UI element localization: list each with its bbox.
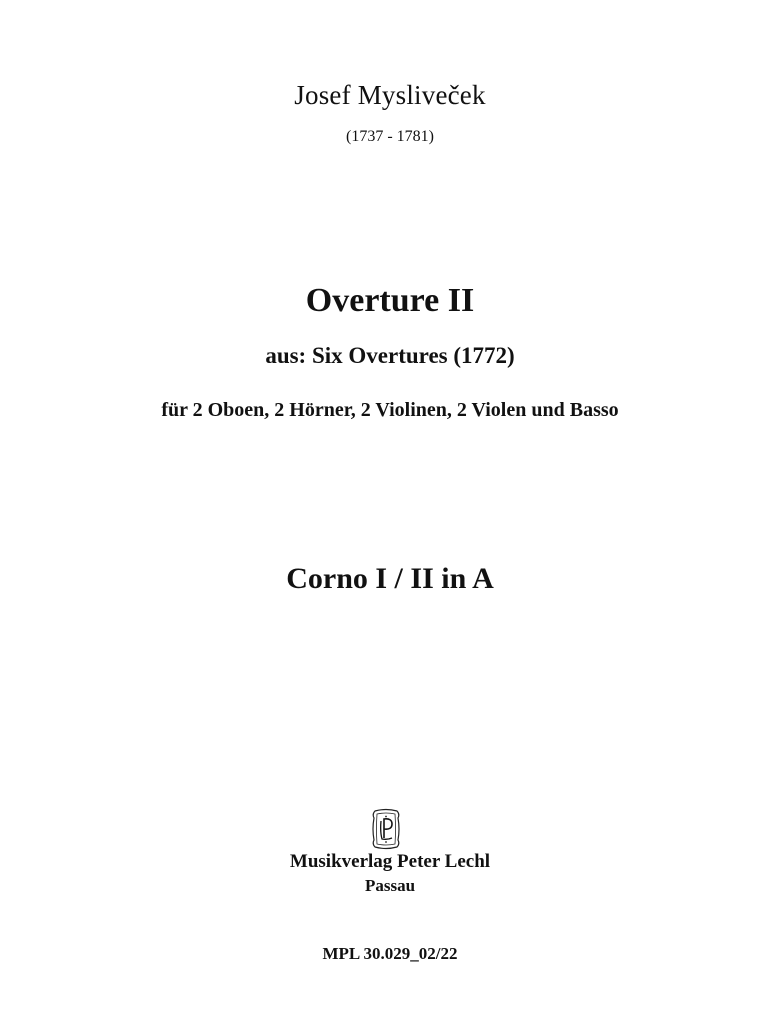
part-name: Corno I / II in A bbox=[286, 562, 494, 595]
composer-dates: (1737 - 1781) bbox=[346, 128, 434, 145]
work-subtitle: aus: Six Overtures (1772) bbox=[265, 343, 515, 368]
publisher-name: Musikverlag Peter Lechl bbox=[289, 851, 491, 872]
publisher-city: Passau bbox=[364, 876, 416, 895]
composer-name: Josef Mysliveček bbox=[294, 80, 486, 110]
publisher-monogram-icon bbox=[371, 808, 401, 850]
instrumentation: für 2 Oboen, 2 Hörner, 2 Violinen, 2 Violen und Basso bbox=[161, 399, 619, 421]
work-title: Overture II bbox=[305, 282, 475, 319]
catalog-number: MPL 30.029_02/22 bbox=[322, 944, 458, 963]
